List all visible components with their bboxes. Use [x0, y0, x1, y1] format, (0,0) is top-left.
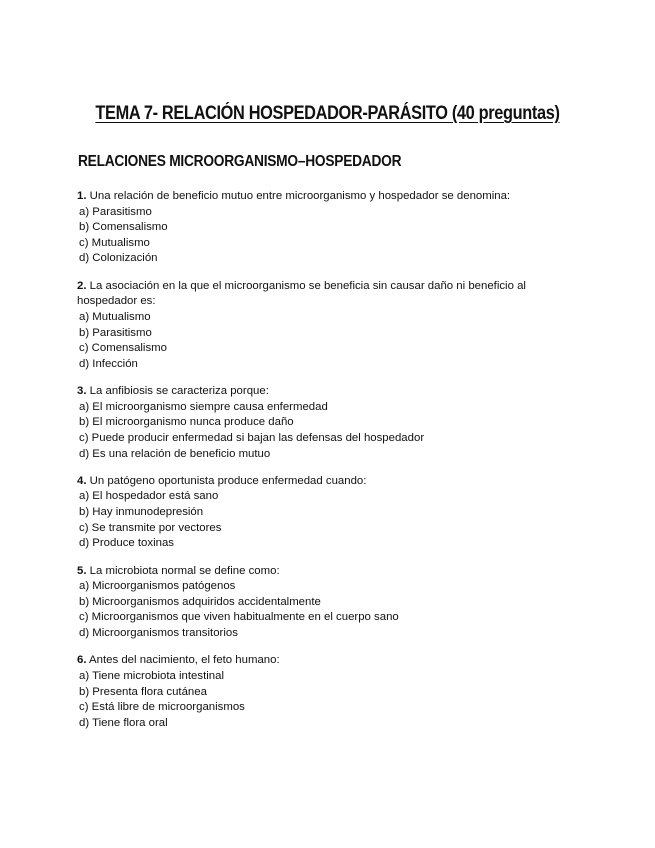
answer-option: c) Comensalismo	[79, 342, 167, 355]
page-title: TEMA 7- RELACIÓN HOSPEDADOR-PARÁSITO (40 preguntas)	[95, 103, 560, 124]
question-text	[77, 189, 557, 205]
answer-option: c) Mutualismo	[79, 236, 150, 249]
question-stem: Antes del nacimiento, el feto humano:	[89, 654, 280, 667]
question-item	[77, 279, 557, 373]
question-stem: Una relación de beneficio mutuo entre microorganismo y hospedador se denomina:	[89, 190, 511, 202]
question-item	[77, 384, 557, 462]
question-text	[77, 474, 557, 490]
answer-option: c) Está libre de microorganismos	[79, 701, 245, 714]
answer-option: c) Puede producir enfermedad si bajan las defensas del hospedador	[79, 431, 425, 444]
answer-option: a) Mutualismo	[79, 310, 151, 323]
answer-option: a) El microorganismo siempre causa enfermedad	[79, 400, 328, 413]
answer-option: a) El hospedador está sano	[79, 490, 219, 503]
answer-option: b) El microorganismo nunca produce daño	[79, 416, 294, 429]
answer-option: b) Hay inmunodepresión	[79, 506, 204, 519]
question-stem: La microbiota normal se define como:	[89, 564, 280, 577]
answer-option: d) Tiene flora oral	[79, 716, 168, 729]
question-item	[77, 189, 557, 267]
question-number: 4.	[77, 474, 87, 487]
question-stem: La asociación en la que el microorganismo se beneficia sin causar daño ni beneficio al hospedador es:	[77, 279, 526, 308]
question-item	[77, 474, 557, 552]
question-text	[77, 279, 557, 310]
answer-option: a) Tiene microbiota intestinal	[79, 670, 224, 683]
question-text	[77, 653, 557, 669]
question-item	[77, 564, 557, 642]
answer-option: c) Se transmite por vectores	[79, 521, 222, 534]
question-text	[77, 384, 557, 400]
question-stem: La anfibiosis se caracteriza porque:	[89, 385, 269, 398]
answer-option: c) Microorganismos que viven habitualmente en el cuerpo sano	[79, 611, 399, 624]
answer-option: b) Presenta flora cutánea	[79, 685, 207, 698]
answer-option: a) Microorganismos patógenos	[79, 580, 236, 593]
question-number: 6.	[77, 654, 87, 667]
answer-option: a) Parasitismo	[79, 205, 152, 218]
answer-option: b) Comensalismo	[79, 221, 168, 234]
section-heading: RELACIONES MICROORGANISMO–HOSPEDADOR	[78, 153, 402, 170]
question-stem: Un patógeno oportunista produce enfermedad cuando:	[89, 474, 367, 487]
answer-option: d) Es una relación de beneficio mutuo	[79, 447, 271, 460]
answer-option: d) Colonización	[79, 252, 158, 265]
answer-option: d) Microorganismos transitorios	[79, 627, 238, 640]
question-list	[77, 189, 557, 743]
question-number: 1.	[77, 190, 87, 202]
answer-option: d) Infección	[79, 357, 138, 370]
question-number: 5.	[77, 564, 87, 577]
answer-option: b) Microorganismos adquiridos accidentalmente	[79, 595, 321, 608]
answer-option: b) Parasitismo	[79, 326, 152, 339]
question-item	[77, 653, 557, 731]
question-number: 2.	[77, 279, 87, 292]
question-number: 3.	[77, 385, 87, 398]
answer-option: d) Produce toxinas	[79, 537, 174, 550]
question-text	[77, 564, 557, 580]
